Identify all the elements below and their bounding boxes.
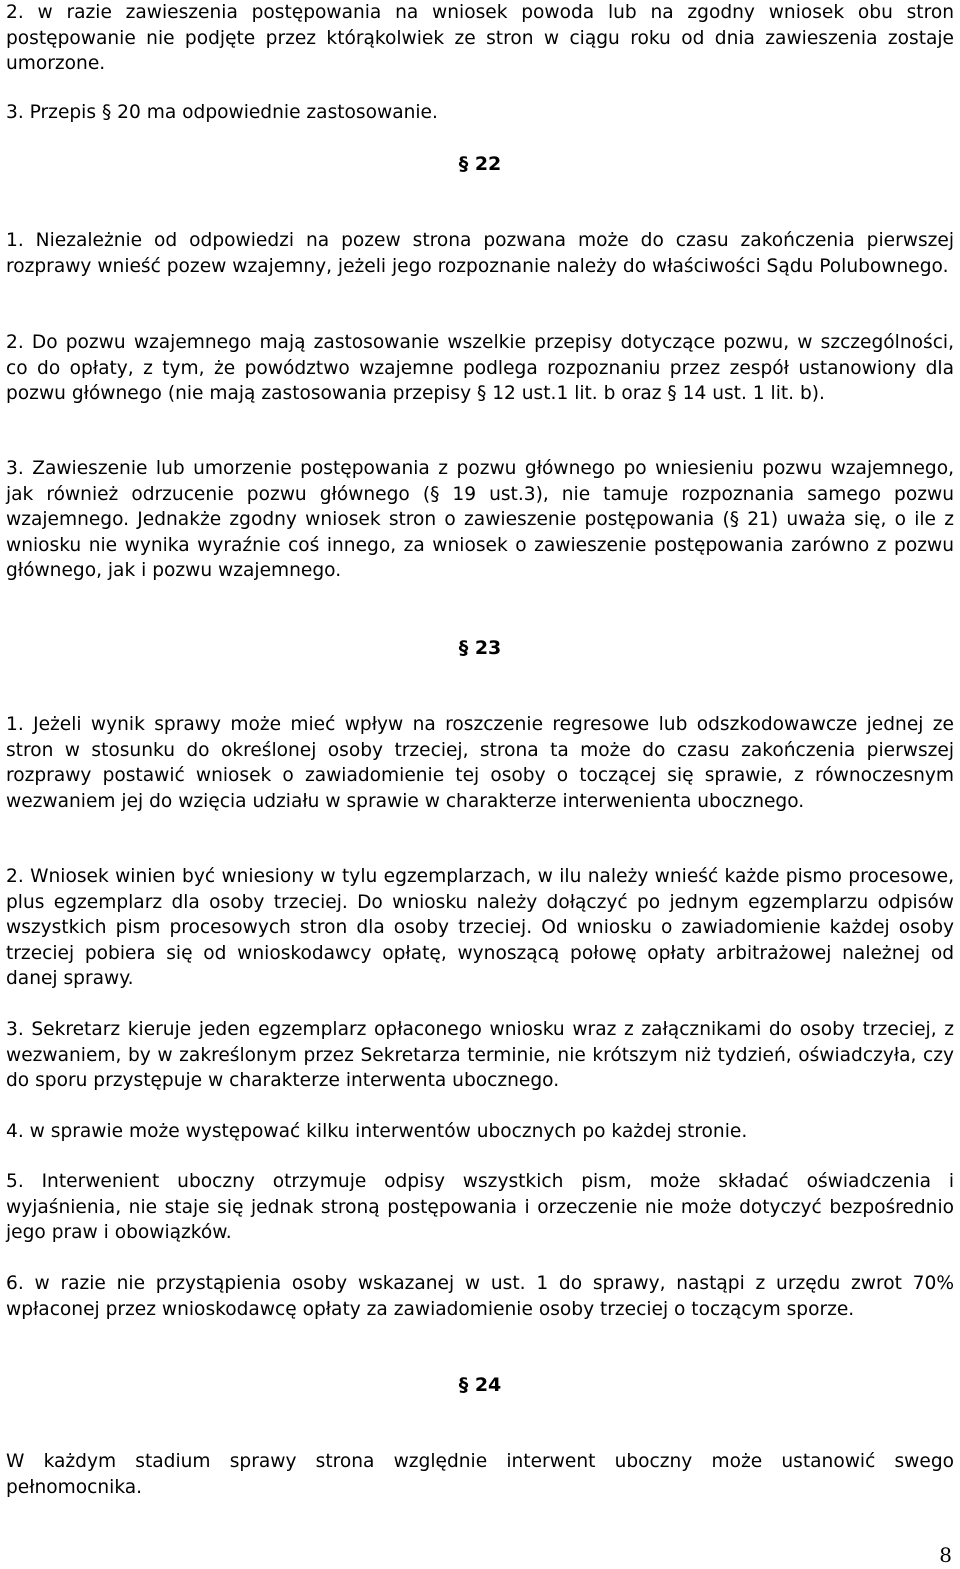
paragraph: W każdym stadium sprawy strona względnie interwent uboczny może ustanowić swego pełnomocnika. (6, 1451, 954, 1498)
paragraph: 4. w sprawie może występować kilku interwentów ubocznych po każdej stronie. (6, 1121, 748, 1142)
paragraph: 2. Do pozwu wzajemnego mają zastosowanie wszelkie przepisy dotyczące pozwu, w szczególności, co do opłaty, z tym, że powództwo wzajemne podlega rozpoznaniu przez zespół ustanowiony dla pozwu głównego (nie mają zastosowania przepisy § 12 ust.1 lit. b oraz § 14 ust. 1 lit. b). (6, 332, 954, 404)
paragraph: 2. Wniosek winien być wniesiony w tylu egzemplarzach, w ilu należy wnieść każde pismo procesowe, plus egzemplarz dla osoby trzeciej. Do wniosku należy dołączyć po jednym egzemplarzu odpisów wszystkich pism procesowych stron dla osoby trzeciej. Od wniosku o zawiadomienie każdej osoby trzeciej pobiera się od wnioskodawcy opłatę, wynoszącą połowę opłaty arbitrażowej należnej od danej sprawy. (6, 866, 954, 989)
paragraph: 5. Interwenient uboczny otrzymuje odpisy wszystkich pism, może składać oświadczenia i wyjaśnienia, nie staje się jednak stroną postępowania i orzeczenie nie może dotyczyć bezpośrednio jego praw i obowiązków. (6, 1171, 954, 1243)
paragraph: 3. Zawieszenie lub umorzenie postępowania z pozwu głównego po wniesieniu pozwu wzajemnego, jak również odrzucenie pozwu głównego (§ 19 ust.3), nie tamuje rozpoznania samego pozwu wzajemnego. Jednakże zgodny wniosek stron o zawieszenie postępowania (§ 21) uważa się, o ile z wniosku nie wynika wyraźnie coś innego, za wniosek o zawieszenie postępowania zarówno z pozwu głównego, jak i pozwu wzajemnego. (6, 458, 954, 581)
paragraph: 3. Przepis § 20 ma odpowiednie zastosowanie. (6, 102, 438, 123)
section-heading-23: § 23 (458, 637, 502, 659)
section-heading-24: § 24 (458, 1374, 502, 1396)
paragraph: 3. Sekretarz kieruje jeden egzemplarz opłaconego wniosku wraz z załącznikami do osoby trzeciej, z wezwaniem, by w zakreślonym przez Sekretarza terminie, nie krótszym niż tydzień, oświadczyła, czy do sporu przystępuje w charakterze interwenta ubocznego. (6, 1019, 954, 1091)
paragraph: 1. Niezależnie od odpowiedzi na pozew strona pozwana może do czasu zakończenia pierwszej rozprawy wnieść pozew wzajemny, jeżeli jego rozpoznanie należy do właściwości Sądu Polubownego. (6, 230, 954, 277)
page-number: 8 (939, 1543, 952, 1567)
section-heading-22: § 22 (458, 153, 502, 175)
paragraph: 2. w razie zawieszenia postępowania na wniosek powoda lub na zgodny wniosek obu stron postępowanie nie podjęte przez którąkolwiek ze stron w ciągu roku od dnia zawieszenia zostaje umorzone. (6, 2, 954, 74)
paragraph: 1. Jeżeli wynik sprawy może mieć wpływ na roszczenie regresowe lub odszkodowawcze jednej ze stron w stosunku do określonej osoby trzeciej, strona ta może do czasu zakończenia pierwszej rozprawy postawić wniosek o zawiadomienie tej osoby o toczącej się sprawie, z równoczesnym wezwaniem jej do wzięcia udziału w sprawie w charakterze interwenienta ubocznego. (6, 714, 954, 812)
paragraph: 6. w razie nie przystąpienia osoby wskazanej w ust. 1 do sprawy, nastąpi z urzędu zwrot 70% wpłaconej przez wnioskodawcę opłaty za zawiadomienie osoby trzeciej o toczącym sporze. (6, 1273, 954, 1320)
